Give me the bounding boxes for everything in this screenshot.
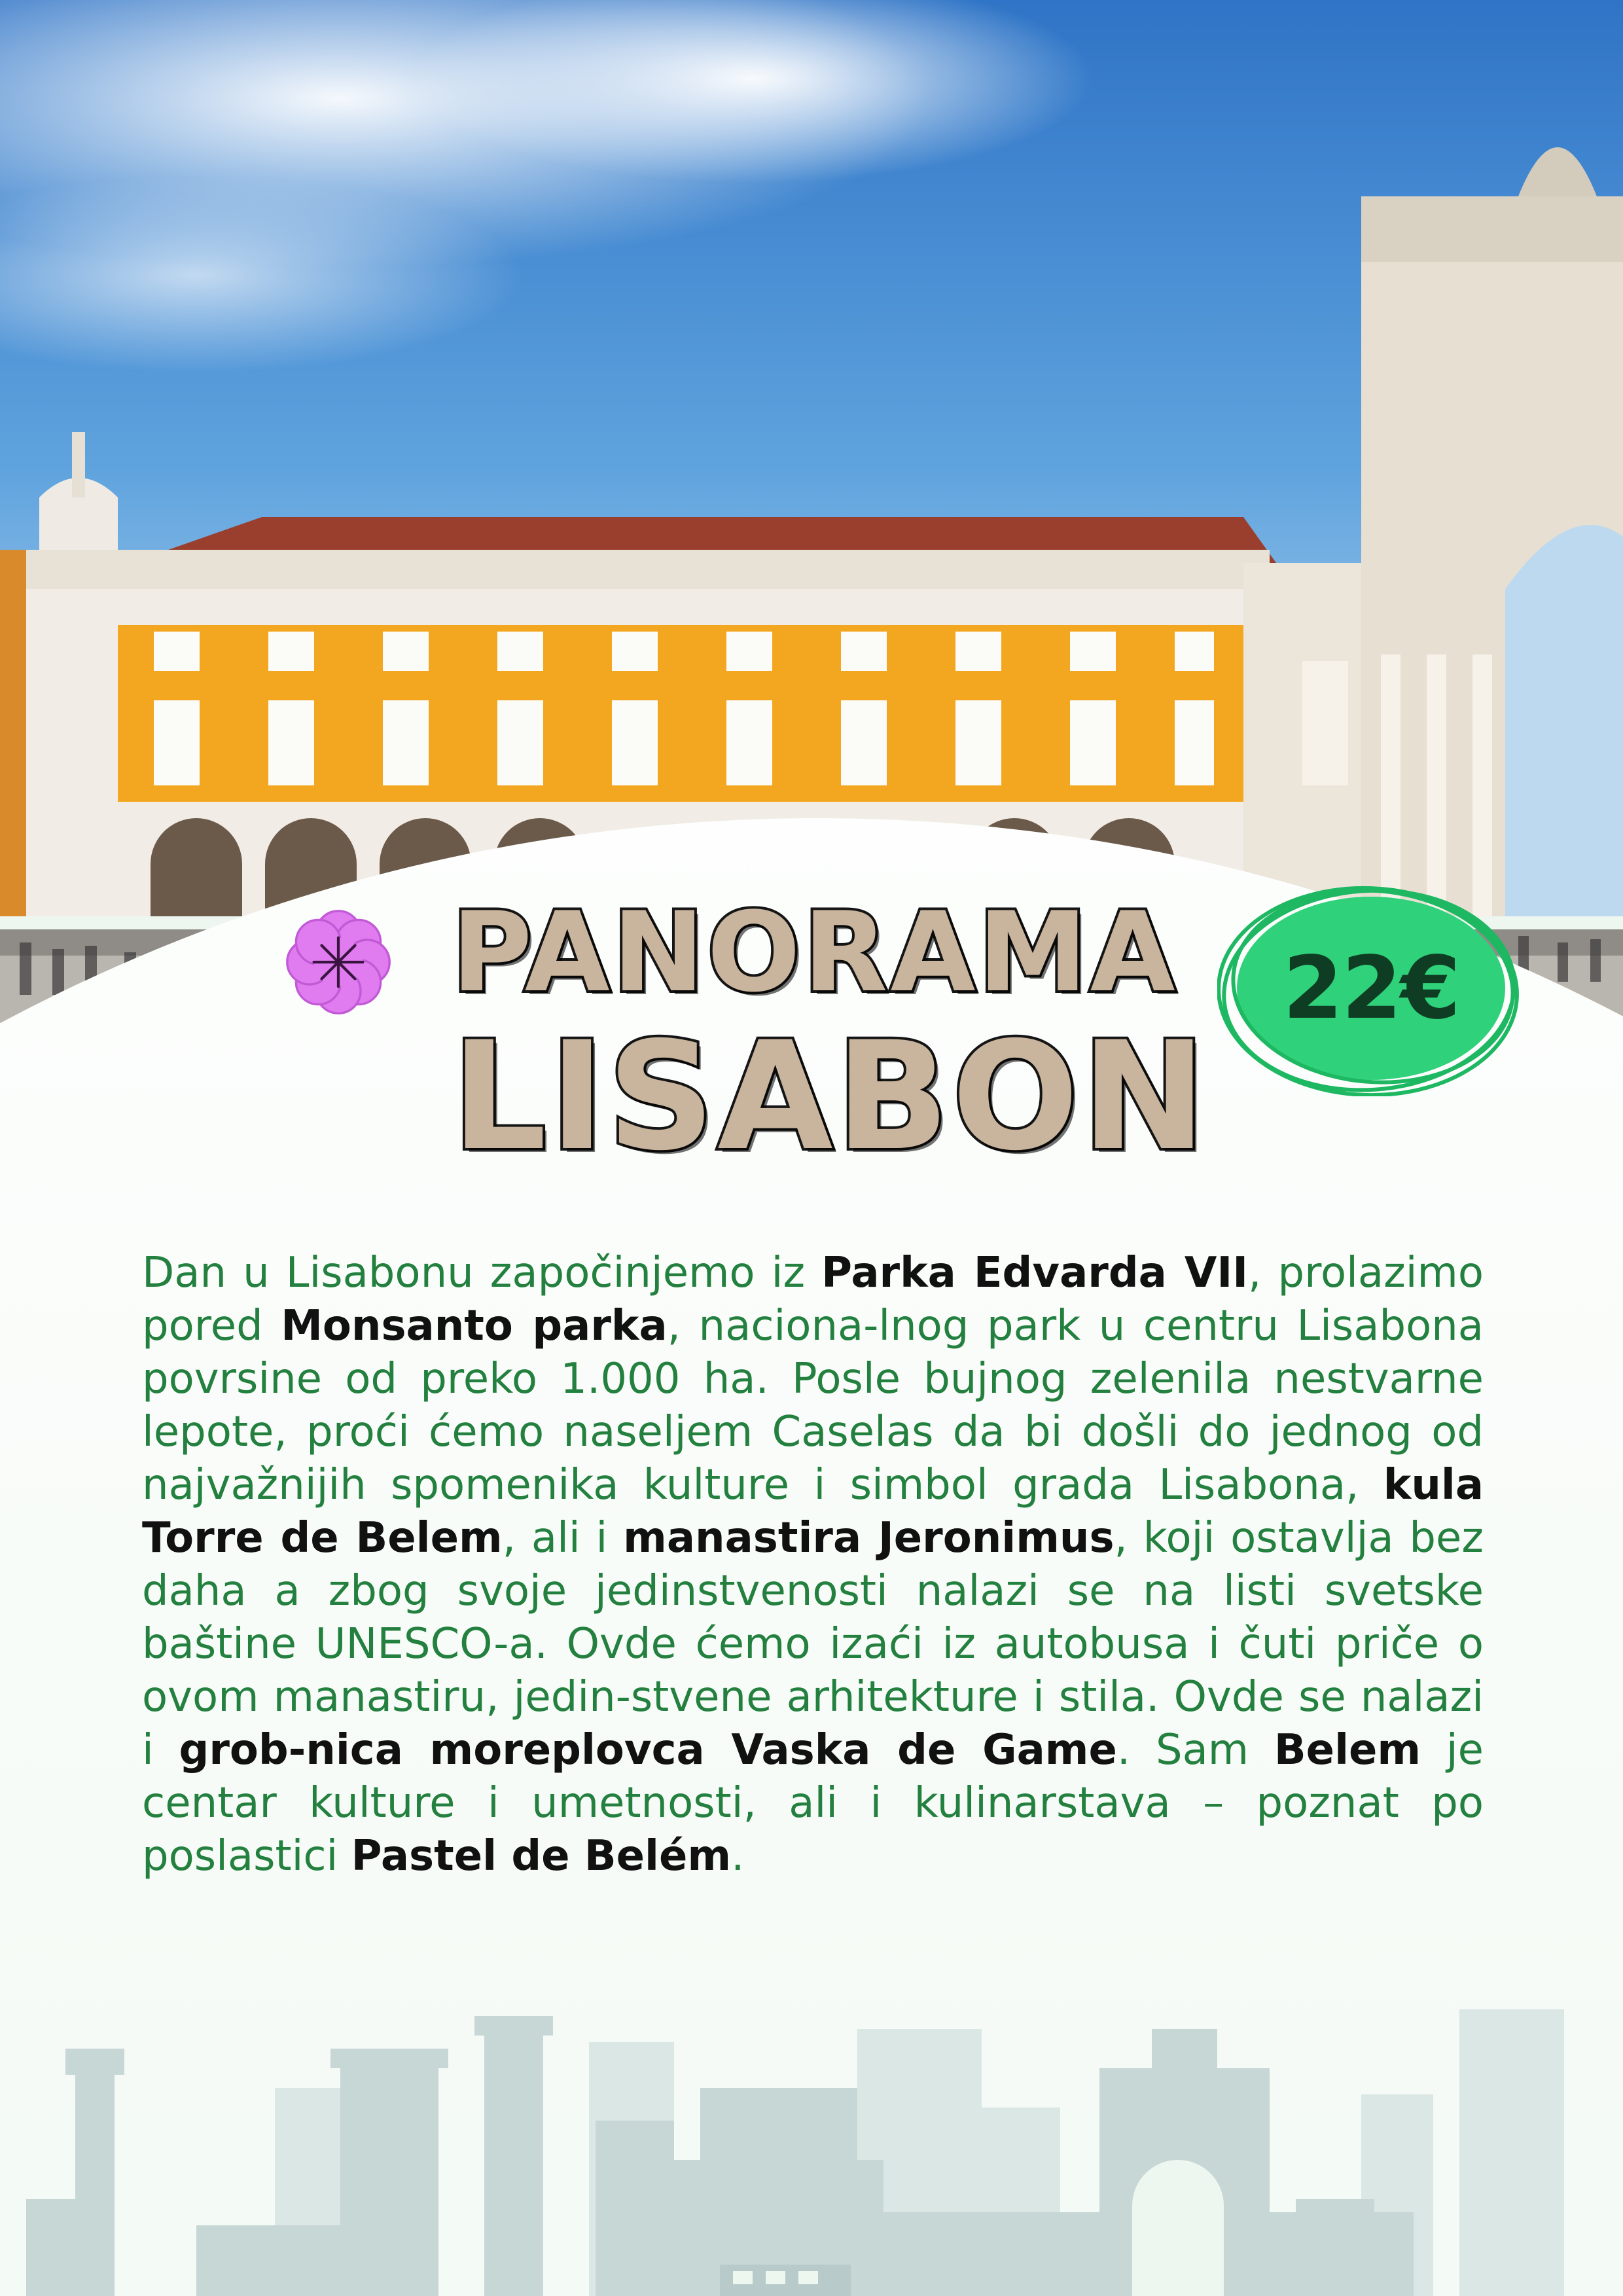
description-text: , ali i — [502, 1514, 624, 1562]
highlighted-text: Monsanto parka — [281, 1302, 668, 1350]
title-line-1: PANORAMA — [452, 888, 1178, 1016]
flower-icon — [283, 906, 394, 1018]
highlighted-text: manastira Jeronimus — [623, 1514, 1115, 1562]
price-value: 22€ — [1283, 938, 1459, 1039]
title-line-2: LISABON — [452, 1009, 1209, 1183]
description-text: je centar kulture i umetnosti, ali i kulinarstava – poznat po poslastici — [142, 1726, 1484, 1880]
highlighted-text: kula Torre de Belem — [142, 1461, 1484, 1562]
city-skyline-illustration — [0, 1990, 1623, 2296]
highlighted-text: Pastel de Belém — [351, 1832, 732, 1880]
description-text: , koji ostavlja bez daha a zbog svoje jedinstvenosti nalazi se na listi svetske baštine UNESCO-a. Ovde ćemo izaći iz autobusa i čuti priče o ovom manastiru, jedin-stvene arhitekture i stila. Ovde se nalazi i — [142, 1514, 1484, 1774]
highlighted-text: Parka Edvarda VII — [821, 1249, 1249, 1297]
price-badge — [1217, 880, 1525, 1096]
description-text: , prolazimo pored — [142, 1249, 1484, 1350]
description-text: Dan u Lisabonu započinjemo iz — [142, 1249, 822, 1297]
tour-description — [142, 1247, 1484, 1883]
description-text: . Sam — [1116, 1726, 1274, 1774]
highlighted-text: grob-nica moreplovca Vaska de Game — [179, 1726, 1117, 1774]
description-text: , naciona-lnog park u centru Lisabona povrsine od preko 1.000 ha. Posle bujnog zelenila nestvarne lepote, proći ćemo naseljem Caselas da bi došli do jednog od najvažnijih spomenika kulture i simbol grada Lisabona, — [142, 1302, 1484, 1509]
description-text: . — [731, 1832, 745, 1880]
highlighted-text: Belem — [1274, 1726, 1421, 1774]
